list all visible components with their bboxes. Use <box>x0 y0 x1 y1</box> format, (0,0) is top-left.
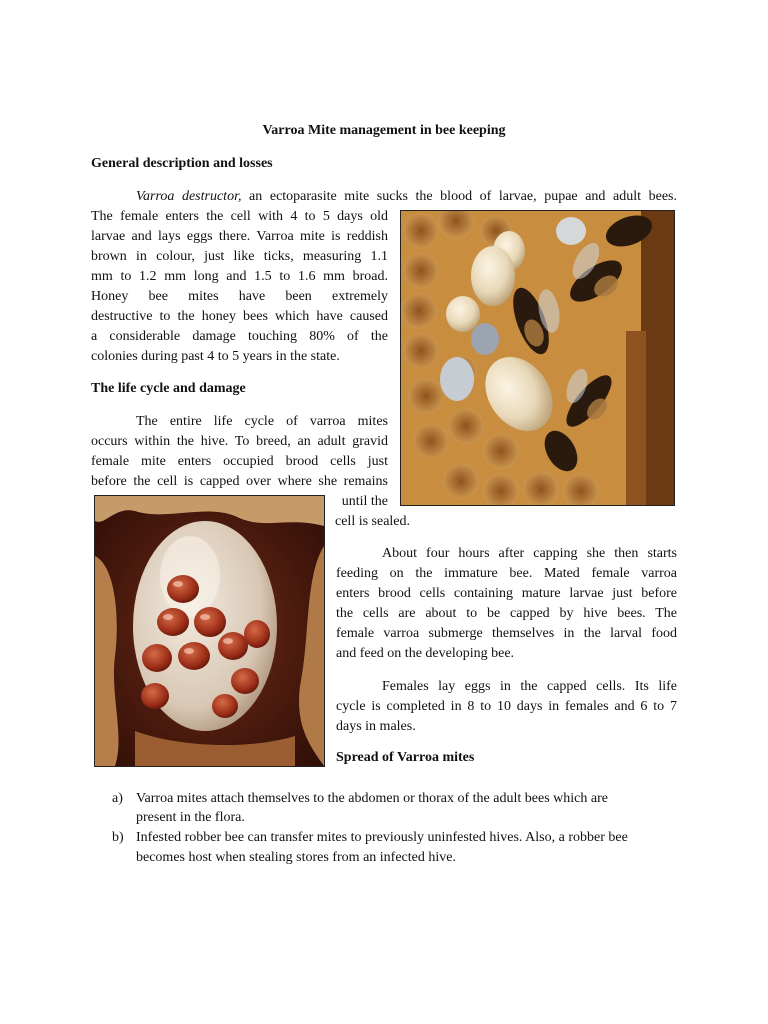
p1-line: mm to 1.2 mm long and 1.5 to 1.6 mm broad. <box>91 269 388 284</box>
p3-line: About four hours after capping she then starts <box>382 546 677 561</box>
bees-on-comb-illustration <box>401 211 674 505</box>
varroa-mites-illustration <box>95 496 324 766</box>
p1-line: a considerable damage touching 80% of the <box>91 329 388 344</box>
heading-spread: Spread of Varroa mites <box>336 750 475 765</box>
heading-life-cycle: The life cycle and damage <box>91 381 246 396</box>
page-title: Varroa Mite management in bee keeping <box>262 123 506 138</box>
list-marker: b) <box>112 830 124 845</box>
p4-line: Females lay eggs in the capped cells. Its life <box>382 679 677 694</box>
p2-line: female mite enters occupied brood cells just <box>91 454 388 469</box>
intro-line <box>136 187 677 207</box>
p1-line: colonies during past 4 to 5 years in the state. <box>91 349 340 364</box>
list-marker: a) <box>112 791 123 806</box>
species-name: Varroa destructor, <box>136 189 242 204</box>
list-item-line: becomes host when stealing stores from an infected hive. <box>136 850 456 865</box>
heading-general-description: General description and losses <box>91 156 273 171</box>
p2-line: before the cell is capped over where she remains <box>91 474 388 489</box>
p2-line: until the <box>341 494 388 509</box>
p1-line: brown in colour, just like ticks, measuring 1.1 <box>91 249 388 264</box>
p3-line: enters brood cells containing mature larvae just before <box>336 586 677 601</box>
p3-line: and feed on the developing bee. <box>336 646 515 661</box>
bees-on-comb-photo <box>400 210 675 506</box>
p3-line: the cells are about to be capped by hive bees. The <box>336 606 677 621</box>
list-item-line: Varroa mites attach themselves to the abdomen or thorax of the adult bees which are <box>136 791 608 806</box>
p3-line: feeding on the immature bee. Mated female varroa <box>336 566 677 581</box>
p4-line: days in males. <box>336 719 416 734</box>
p1-line: The female enters the cell with 4 to 5 days old <box>91 209 388 224</box>
p2-line: The entire life cycle of varroa mites <box>136 414 388 429</box>
list-item-line: Infested robber bee can transfer mites to previously uninfested hives. Also, a robber bee <box>136 830 628 845</box>
p2-line: occurs within the hive. To breed, an adult gravid <box>91 434 388 449</box>
p1-line: destructive to the honey bees which have caused <box>91 309 388 324</box>
p2-line: cell is sealed. <box>335 514 411 529</box>
p1-line: Honey bee mites have been extremely <box>91 289 388 304</box>
list-item-line: present in the flora. <box>136 810 245 825</box>
p3-line: female varroa submerge themselves in the larval food <box>336 626 677 641</box>
p4-line: cycle is completed in 8 to 10 days in females and 6 to 7 <box>336 699 677 714</box>
p1-line: larvae and lays eggs there. Varroa mite is reddish <box>91 229 388 244</box>
intro-rest: an ectoparasite mite sucks the blood of larvae, pupae and adult bees. <box>241 189 677 204</box>
varroa-mites-photo <box>94 495 325 767</box>
